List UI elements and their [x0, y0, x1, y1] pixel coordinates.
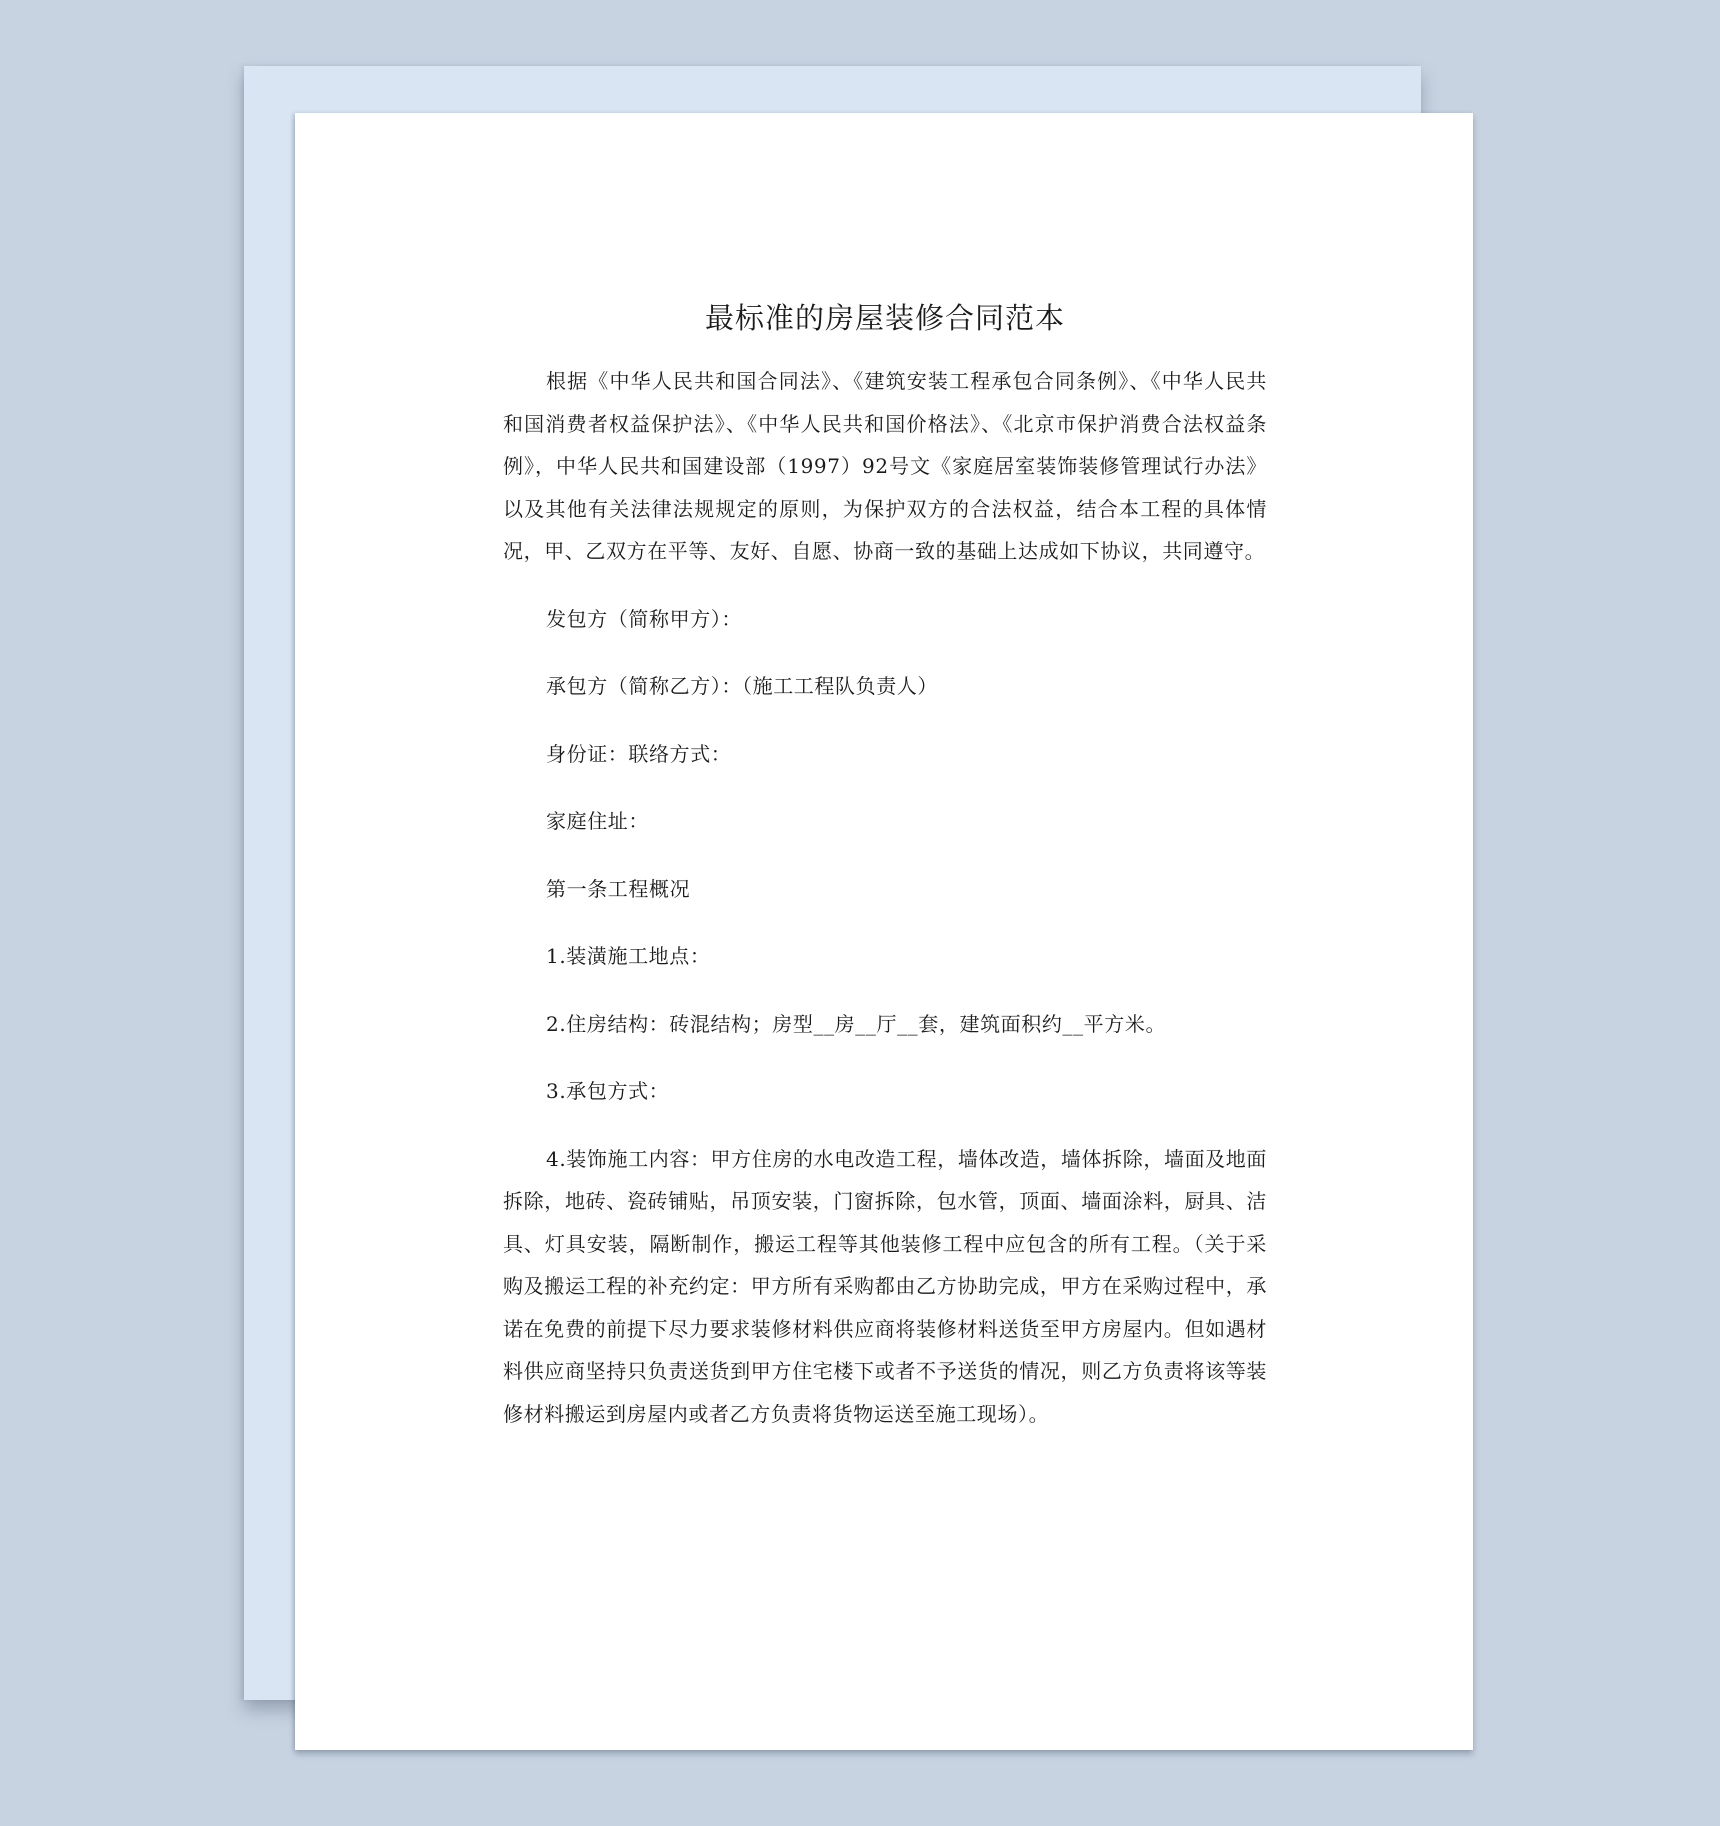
document-body [503, 298, 1267, 1435]
home-address-line: 家庭住址： [546, 809, 649, 833]
item-2-structure: 2.住房结构：砖混结构；房型__房__厅__套，建筑面积约__平方米。 [546, 1011, 1167, 1036]
party-b-line: 承包方（简称乙方）：（施工工程队负责人） [546, 674, 938, 698]
document-title: 最标准的房屋装修合同范本 [704, 301, 1065, 335]
id-contact-line: 身份证：联络方式： [546, 741, 732, 766]
article-one-heading: 第一条工程概况 [546, 876, 691, 901]
party-a-line: 发包方（简称甲方）： [546, 606, 742, 631]
item-3-contract-method: 3.承包方式： [546, 1079, 670, 1103]
item-4-construction-content: 4.装饰施工内容：甲方住房的水电改造工程，墙体改造，墙体拆除，墙面及地面拆除，地砖、瓷砖铺贴，吊顶安装，门窗拆除，包水管，顶面、墙面涂料，厨具、洁具、灯具安装，隔断制作，搬运工程等其他装修工程中应包含的所有工程。（关于采购及搬运工程的补充约定：甲方所有采购都由乙方协助完成，甲方在采购过程中，承诺在免费的前提下尽力要求装修材料供应商将装修材料送货至甲方房屋内。但如遇材料供应商坚持只负责送货到甲方住宅楼下或者不予送货的情况，则乙方负责将该等装修材料搬运到房屋内或者乙方负责将货物运送至施工现场）。 [503, 1146, 1267, 1426]
document-page [295, 113, 1473, 1750]
preamble-paragraph: 根据《中华人民共和国合同法》、《建筑安装工程承包合同条例》、《中华人民共和国消费者权益保护法》、《中华人民共和国价格法》、《北京市保护消费合法权益条例》，中华人民共和国建设部（1997）92号文《家庭居室装饰装修管理试行办法》以及其他有关法律法规规定的原则，为保护双方的合法权益，结合本工程的具体情况，甲、乙双方在平等、友好、自愿、协商一致的基础上达成如下协议，共同遵守。 [503, 369, 1267, 563]
item-1-location: 1.装潢施工地点： [546, 944, 711, 968]
